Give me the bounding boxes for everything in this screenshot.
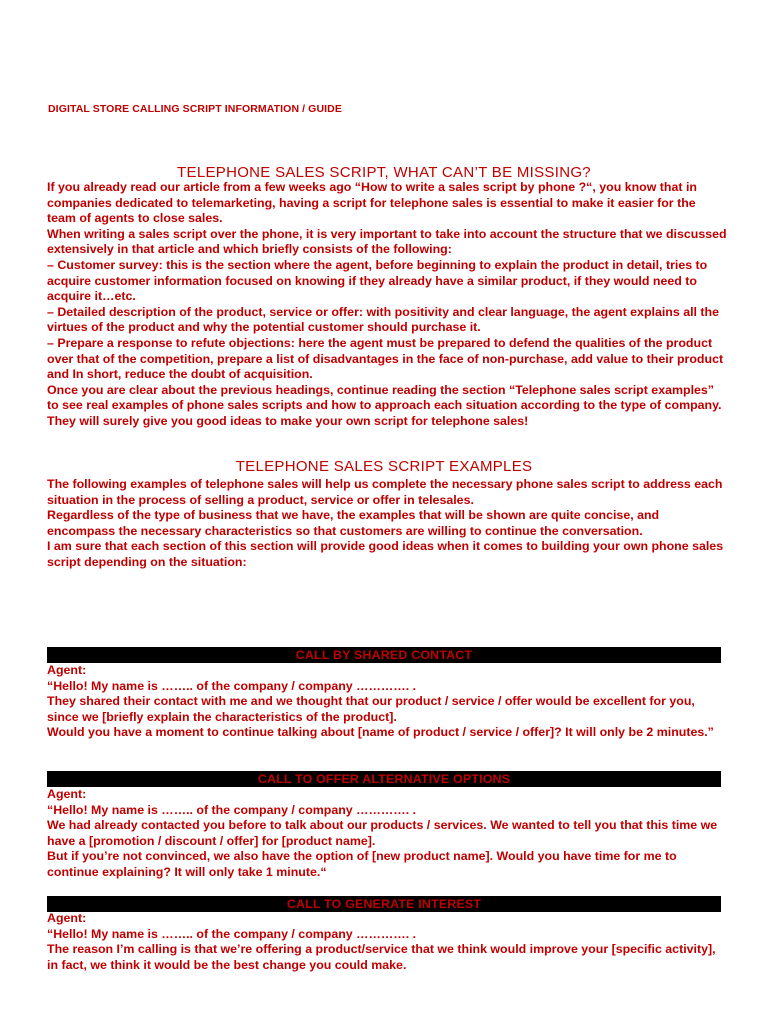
- script-line: “Hello! My name is …….. of the company / company …………. .: [47, 926, 417, 941]
- script-line: “Hello! My name is …….. of the company / company …………. .: [47, 678, 417, 693]
- script-body-shared-contact: [47, 663, 727, 741]
- paragraph: Regardless of the type of business that we have, the examples that will be shown are quite concise, and encompass the necessary characteristics so that customers are willing to continue the conversation.: [47, 508, 660, 538]
- section-body-missing: [47, 180, 727, 430]
- paragraph: When writing a sales script over the phone, it is very important to take into account the structure that we discussed extensively in that article and which briefly consists of the following:: [47, 226, 727, 257]
- section-body-examples: [47, 477, 727, 571]
- document-header: DIGITAL STORE CALLING SCRIPT INFORMATION / GUIDE: [48, 103, 342, 115]
- script-line: The reason I’m calling is that we’re offering a product/service that we think would improve your [specific activity], in fact, we think it would be the best change you could make.: [47, 942, 716, 972]
- script-line: Agent:: [47, 911, 87, 925]
- script-line: But if you’re not convinced, we also have the option of [new product name]. Would you have time for me to continue explaining? It will only take 1 minute.“: [47, 849, 677, 879]
- script-line: We had already contacted you before to talk about our products / services. We wanted to tell you that this time we have a [promotion / discount / offer] for [product name].: [47, 818, 718, 848]
- paragraph: The following examples of telephone sales will help us complete the necessary phone sales script to address each situation in the process of selling a product, service or offer in telesales.: [47, 477, 723, 507]
- script-heading-shared-contact: CALL BY SHARED CONTACT: [47, 647, 721, 663]
- script-body-generate-interest: [47, 911, 727, 973]
- script-line: “Hello! My name is …….. of the company / company …………. .: [47, 802, 417, 817]
- script-line: Agent:: [47, 787, 87, 801]
- paragraph: – Prepare a response to refute objections: here the agent must be prepared to defend the qualities of the product over that of the competition, prepare a list of disadvantages in the face of non-purchase, add value to their product and In short, reduce the doubt of acquisition.: [47, 335, 724, 382]
- paragraph: Once you are clear about the previous headings, continue reading the section “Telephone sales script examples” to see real examples of phone sales scripts and how to approach each situation according to the type of company.: [47, 382, 722, 413]
- section-title-examples: TELEPHONE SALES SCRIPT EXAMPLES: [235, 458, 533, 475]
- paragraph: If you already read our article from a few weeks ago “How to write a sales script by phone ?“, you know that in companies dedicated to telemarketing, having a script for telephone sales is essential to make it easier for the team of agents to close sales.: [47, 180, 697, 226]
- section-title-missing: TELEPHONE SALES SCRIPT, WHAT CAN’T BE MISSING?: [177, 164, 591, 181]
- paragraph: They will surely give you good ideas to make your own script for telephone sales!: [47, 413, 529, 428]
- paragraph: – Detailed description of the product, service or offer: with positivity and clear language, the agent explains all the virtues of the product and why the potential customer should purchase it.: [47, 304, 719, 335]
- script-heading-generate-interest: CALL TO GENERATE INTEREST: [47, 896, 721, 912]
- script-line: Would you have a moment to continue talking about [name of product / service / offer]? It will only be 2 minutes.”: [47, 725, 714, 740]
- script-heading-alternative-options: CALL TO OFFER ALTERNATIVE OPTIONS: [47, 771, 721, 787]
- script-line: They shared their contact with me and we thought that our product / service / offer would be excellent for you, since we [briefly explain the characteristics of the product].: [47, 694, 695, 724]
- paragraph: I am sure that each section of this section will provide good ideas when it comes to building your own phone sales script depending on the situation:: [47, 539, 724, 569]
- paragraph: – Customer survey: this is the section where the agent, before beginning to explain the product in detail, tries to acquire customer information focused on knowing if they already have a similar product, if they would need to acquire it…etc.: [47, 257, 708, 304]
- script-body-alternative-options: [47, 787, 727, 881]
- script-line: Agent:: [47, 663, 87, 677]
